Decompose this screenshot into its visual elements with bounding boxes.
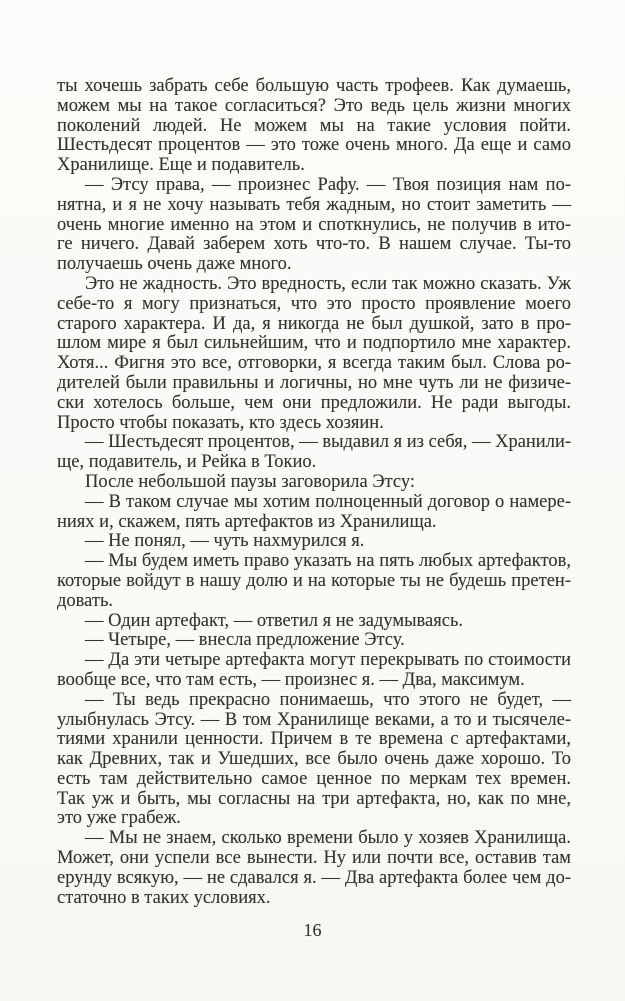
paragraph: [57, 176, 571, 275]
text-line: себе-то я могу признаться, что это просто проявление моего: [57, 293, 571, 314]
text-line: — Не понял, — чуть нахмурился я.: [85, 531, 365, 552]
text-line: — Шестьдесят процентов, — выдавил я из себя, — Хранили-: [85, 432, 571, 453]
page-number: 16: [303, 920, 322, 940]
text-line: есть там действительно самое ценное по меркам тех времен.: [57, 768, 571, 789]
text-line: — Мы не знаем, сколько времени было у хозяев Хранилища.: [85, 828, 571, 849]
text-line: поколений людей. Не можем мы на такие условия пойти.: [57, 115, 571, 136]
text-line: — Четыре, — внесла предложение Этсу.: [85, 630, 405, 651]
text-line: — Мы будем иметь право указать на пять любых артефактов,: [85, 551, 571, 572]
text-line: довать.: [57, 590, 114, 611]
text-line: можем мы на такое согласиться? Это ведь цель жизни многих: [57, 95, 571, 116]
text-line: которые войдут в нашу долю и на которые ты не будешь претен-: [57, 570, 571, 591]
text-line: ерунду всякую, — не сдавался я. — Два артефакта более чем до-: [57, 867, 571, 888]
text-line: После небольшой паузы заговорила Этсу:: [85, 471, 415, 492]
paragraph: [57, 612, 571, 632]
text-line: статочно в таких условиях.: [57, 887, 271, 908]
paragraph: [57, 433, 571, 473]
text-line: вообще все, что там есть, — произнес я. — Два, максимум.: [57, 669, 525, 690]
text-line: — В таком случае мы хотим полноценный договор о намере-: [85, 491, 571, 512]
text-line: очень многие именно на этом и споткнулись, не получив в ито-: [57, 214, 571, 235]
text-line: ге ничего. Давай заберем хоть что-то. В нашем случае. Ты-то: [57, 234, 571, 255]
text-line: — Этсу права, — произнес Рафу. — Твоя позиция нам по-: [85, 174, 571, 195]
text-line: Хранилище. Еще и подавитель.: [57, 155, 305, 176]
text-line: тиями хранили ценности. Причем в те времена с артефактами,: [57, 729, 571, 750]
page-text: [57, 77, 571, 908]
text-line: старого характера. И да, я никогда не был душкой, зато в про-: [57, 313, 571, 334]
text-line: получаешь очень даже много.: [57, 254, 292, 275]
text-line: ще, подавитель, и Рейка в Токио.: [57, 452, 317, 473]
paragraph: [57, 473, 571, 493]
text-line: ты хочешь забрать себе большую часть трофеев. Как думаешь,: [57, 76, 571, 96]
text-line: дителей были правильны и логичны, но мне чуть ли не физиче-: [57, 372, 571, 393]
text-line: нятна, и я не хочу называть тебя жадным, но стоит заметить —: [57, 194, 571, 215]
paragraph: [57, 532, 571, 552]
text-line: ски хотелось больше, чем они предложили. Не ради выгоды.: [57, 392, 571, 413]
paragraph: [57, 631, 571, 651]
text-line: Так уж и быть, мы согласны на три артефакта, но, как по мне,: [57, 788, 571, 809]
paragraph: [57, 691, 571, 830]
text-line: Просто чтобы показать, кто здесь хозяин.: [57, 412, 384, 433]
paragraph: [57, 275, 571, 433]
text-line: Это не жадность. Это вредность, если так можно сказать. Уж: [85, 273, 571, 294]
text-line: Может, они успели все вынести. Ну или почти все, оставив там: [57, 848, 571, 869]
text-line: ниях и, скажем, пять артефактов из Хранилища.: [57, 511, 437, 532]
text-line: — Да эти четыре артефакта могут перекрывать по стоимости: [85, 650, 571, 671]
paragraph: [57, 552, 571, 611]
text-line: улыбнулась Этсу. — В том Хранилище веками, а то и тысячеле-: [57, 709, 571, 730]
text-line: Шестьдесят процентов — это тоже очень много. Да еще и само: [57, 135, 571, 156]
text-line: — Один артефакт, — ответил я не задумываясь.: [85, 610, 464, 631]
text-line: это уже грабеж.: [57, 808, 181, 829]
text-line: Хотя... Фигня это все, отговорки, я всегда таким был. Слова ро-: [57, 353, 571, 374]
paragraph: [57, 829, 571, 908]
paragraph: [57, 651, 571, 691]
text-line: шлом мире я был сильнейшим, что и подпортило мне характер.: [57, 333, 571, 354]
text-line: как Древних, так и Ушедших, все было очень даже хорошо. То: [57, 749, 571, 770]
paragraph: [57, 77, 571, 176]
paragraph: [57, 493, 571, 533]
text-line: — Ты ведь прекрасно понимаешь, что этого не будет, —: [85, 689, 571, 710]
